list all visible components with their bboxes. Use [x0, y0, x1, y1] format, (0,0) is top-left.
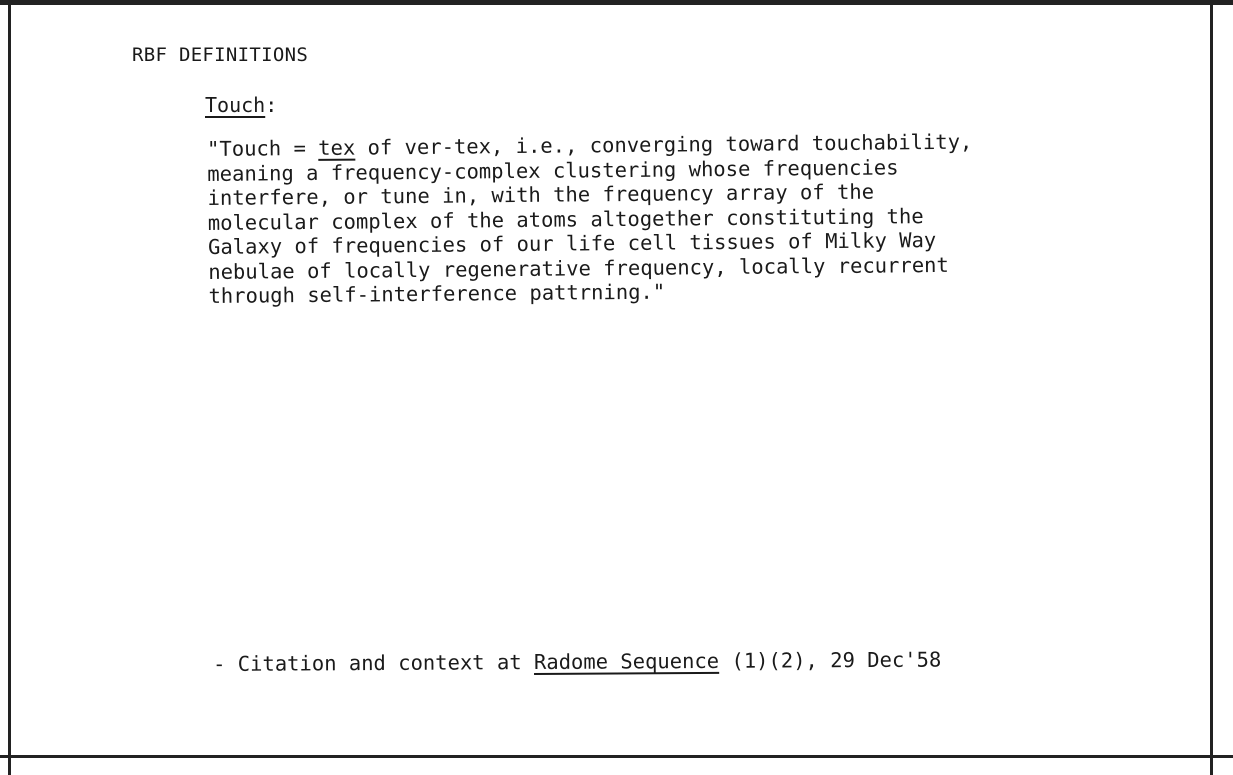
- definition-text: [207, 128, 1109, 308]
- definition-line1-rest: of ver-tex, i.e., converging toward touchability,: [355, 129, 973, 160]
- definition-term: [205, 93, 277, 117]
- definition-rest-lines: meaning a frequency-complex clustering whose frequencies interfere, or tune in, with the frequency array of the molecular complex of the atoms altogether constituting the Galaxy of frequencies of our life cell tissues of Milky Way nebulae of locally regenerative frequency, locally recurrent through self-interference pattrning.": [207, 154, 949, 308]
- definition-open: "Touch =: [207, 135, 319, 161]
- card-border-bottom: [0, 755, 1233, 758]
- document-heading: RBF DEFINITIONS: [132, 44, 309, 66]
- card-border-top: [0, 0, 1233, 5]
- definition-underlined-word: tex: [318, 135, 356, 160]
- card-border-right: [1210, 0, 1213, 775]
- citation-source: Radome Sequence: [533, 648, 720, 675]
- citation-line: [213, 648, 941, 676]
- citation-prefix: - Citation and context at: [213, 650, 535, 676]
- term-label: Touch: [205, 93, 266, 117]
- card-border-left: [8, 0, 11, 775]
- citation-suffix: (1)(2), 29 Dec'58: [719, 647, 942, 673]
- term-colon: :: [265, 93, 278, 117]
